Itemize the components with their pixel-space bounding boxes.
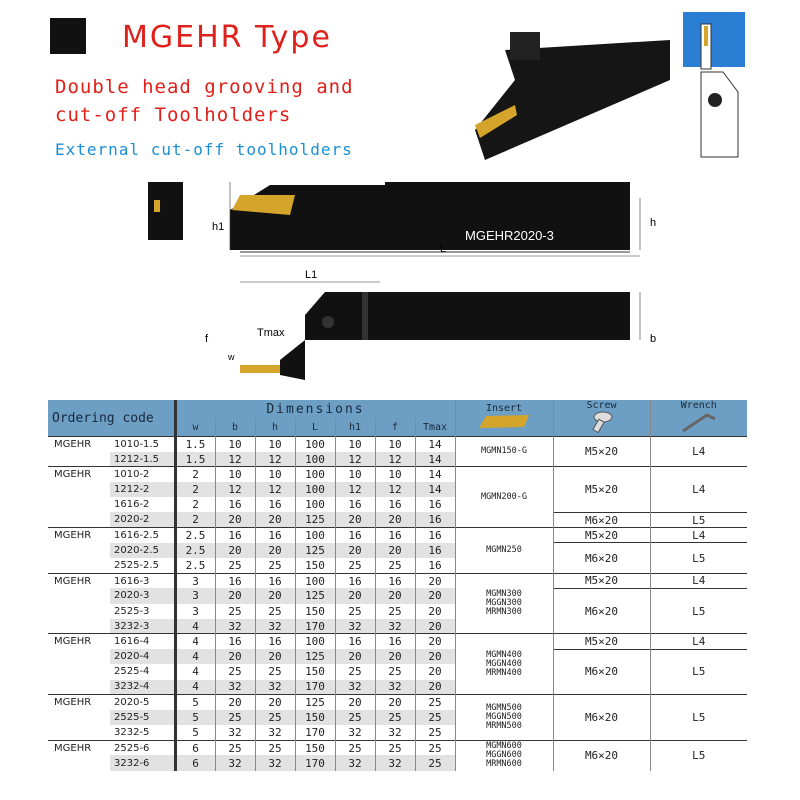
series-cell xyxy=(48,755,110,770)
dimension-cell: 2 xyxy=(175,512,215,527)
dimension-cell: 20 xyxy=(415,649,455,664)
dimension-cell: 16 xyxy=(335,528,375,543)
dimension-cell: 2.5 xyxy=(175,543,215,558)
ordering-code-cell: 1616-2 xyxy=(110,497,175,512)
dimension-cell: 20 xyxy=(335,512,375,527)
dimension-cell: 25 xyxy=(415,755,455,770)
dimension-cell: 32 xyxy=(255,619,295,634)
dimension-cell: 3 xyxy=(175,588,215,603)
dimension-cell: 25 xyxy=(215,604,255,619)
dimension-cell: 170 xyxy=(295,755,335,770)
dimension-cell: 25 xyxy=(415,740,455,755)
table-row xyxy=(48,649,747,664)
wrench-cell: L4 xyxy=(650,634,747,649)
header-col-h: h xyxy=(255,418,295,436)
dimension-cell: 20 xyxy=(415,588,455,603)
black-square-marker xyxy=(50,18,86,54)
dimension-cell: 125 xyxy=(295,695,335,710)
insert-cell xyxy=(455,437,553,467)
dimension-cell: 4 xyxy=(175,649,215,664)
ordering-code-cell: 2020-4 xyxy=(110,649,175,664)
dimension-cell: 100 xyxy=(295,482,335,497)
dimension-cell: 16 xyxy=(375,528,415,543)
dimension-cell: 20 xyxy=(375,543,415,558)
insert-name: MGMN300 xyxy=(486,589,522,600)
hex-wrench-icon xyxy=(679,411,719,433)
dimension-cell: 20 xyxy=(335,588,375,603)
header-dimensions: Dimensions xyxy=(175,400,455,418)
dimension-cell: 10 xyxy=(335,437,375,452)
series-cell: MGEHR xyxy=(48,437,110,452)
dimension-cell: 16 xyxy=(415,512,455,527)
insert-name: MGMN400 xyxy=(486,649,522,660)
screw-cell: M5×20 xyxy=(553,467,650,513)
ordering-code-cell: 3232-3 xyxy=(110,619,175,634)
dimension-cell: 32 xyxy=(255,725,295,740)
insert-name: MRMN600 xyxy=(486,759,522,770)
dimension-cell: 16 xyxy=(255,528,295,543)
series-cell: MGEHR xyxy=(48,573,110,588)
insert-name: MGGN300 xyxy=(486,598,522,609)
dimension-cell: 32 xyxy=(255,680,295,695)
toolholder-photo xyxy=(455,10,675,170)
dimension-cell: 16 xyxy=(415,528,455,543)
dimension-cell: 16 xyxy=(255,573,295,588)
dimension-cell: 32 xyxy=(215,619,255,634)
wrench-cell: L4 xyxy=(650,437,747,467)
series-cell xyxy=(48,725,110,740)
wrench-cell: L4 xyxy=(650,528,747,543)
dimension-cell: 5 xyxy=(175,695,215,710)
screw-cell: M6×20 xyxy=(553,543,650,573)
dim-w: w xyxy=(228,352,235,362)
ordering-code-cell: 1616-2.5 xyxy=(110,528,175,543)
dimension-cell: 32 xyxy=(335,755,375,770)
screw-cell: M5×20 xyxy=(553,528,650,543)
screw-icon xyxy=(587,411,617,433)
dimension-cell: 150 xyxy=(295,604,335,619)
insert-name: MGMN200-G xyxy=(480,491,528,502)
dimension-cell: 2.5 xyxy=(175,528,215,543)
table-row xyxy=(48,573,747,588)
dimension-cell: 100 xyxy=(295,452,335,467)
table-row xyxy=(48,467,747,482)
insert-cell xyxy=(455,573,553,634)
dimension-cell: 25 xyxy=(335,740,375,755)
dimension-cell: 20 xyxy=(215,695,255,710)
dimension-cell: 100 xyxy=(295,467,335,482)
ordering-code-cell: 1010-1.5 xyxy=(110,437,175,452)
series-cell: MGEHR xyxy=(48,528,110,543)
header-screw-label: Screw xyxy=(586,400,617,411)
header-screw xyxy=(553,400,650,437)
ordering-code-cell: 2525-2.5 xyxy=(110,558,175,573)
insert-cell xyxy=(455,695,553,741)
table-row xyxy=(48,543,747,558)
dimension-cell: 12 xyxy=(255,482,295,497)
dimension-cell: 20 xyxy=(335,649,375,664)
ordering-code-cell: 2020-3 xyxy=(110,588,175,603)
series-cell xyxy=(48,482,110,497)
screw-cell: M5×20 xyxy=(553,573,650,588)
dimension-cell: 150 xyxy=(295,558,335,573)
series-cell: MGEHR xyxy=(48,695,110,710)
dimension-cell: 25 xyxy=(335,558,375,573)
dimension-cell: 125 xyxy=(295,543,335,558)
dimension-cell: 4 xyxy=(175,664,215,679)
dimension-cell: 100 xyxy=(295,634,335,649)
header-col-tmax: Tmax xyxy=(415,418,455,436)
dimension-cell: 25 xyxy=(255,604,295,619)
dimension-cell: 14 xyxy=(415,452,455,467)
ordering-code-cell: 3232-6 xyxy=(110,755,175,770)
dimension-cell: 20 xyxy=(375,695,415,710)
dimension-cell: 12 xyxy=(375,482,415,497)
screw-cell: M6×20 xyxy=(553,740,650,770)
header-col-l: L xyxy=(295,418,335,436)
dimension-cell: 25 xyxy=(215,664,255,679)
ordering-code-cell: 2525-6 xyxy=(110,740,175,755)
header-col-b: b xyxy=(215,418,255,436)
dimension-cell: 10 xyxy=(375,467,415,482)
ordering-code-cell: 2525-5 xyxy=(110,710,175,725)
dimension-cell: 5 xyxy=(175,710,215,725)
dimension-cell: 25 xyxy=(375,604,415,619)
dimension-cell: 10 xyxy=(215,467,255,482)
dimension-cell: 150 xyxy=(295,740,335,755)
ordering-code-cell: 2525-4 xyxy=(110,664,175,679)
insert-cell xyxy=(455,528,553,574)
ordering-code-cell: 1616-4 xyxy=(110,634,175,649)
insert-name: MGMN150-G xyxy=(480,446,528,457)
dimension-cell: 6 xyxy=(175,740,215,755)
dimension-cell: 150 xyxy=(295,710,335,725)
dimension-cell: 25 xyxy=(335,710,375,725)
series-cell xyxy=(48,543,110,558)
dimension-cell: 25 xyxy=(375,664,415,679)
dimension-cell: 16 xyxy=(215,497,255,512)
insert-name: MRMN400 xyxy=(486,667,522,678)
dimension-cell: 14 xyxy=(415,437,455,452)
wrench-cell: L5 xyxy=(650,512,747,527)
dim-Tmax: Tmax xyxy=(257,327,285,339)
table-row xyxy=(48,512,747,527)
dimension-cell: 16 xyxy=(335,573,375,588)
dimension-cell: 20 xyxy=(375,512,415,527)
subtitle-line1: Double head grooving and xyxy=(55,76,354,98)
dimension-cell: 125 xyxy=(295,512,335,527)
insert-name: MGGN500 xyxy=(486,711,522,722)
dimension-cell: 20 xyxy=(255,512,295,527)
dimension-cell: 25 xyxy=(375,558,415,573)
series-cell xyxy=(48,664,110,679)
dimension-cell: 10 xyxy=(335,467,375,482)
table-row xyxy=(48,634,747,649)
insert-name: MGMN250 xyxy=(486,544,522,555)
insert-icon xyxy=(474,413,534,431)
dimension-cell: 16 xyxy=(375,573,415,588)
dimension-cell: 125 xyxy=(295,588,335,603)
ordering-code-cell: 3232-4 xyxy=(110,680,175,695)
dimension-cell: 10 xyxy=(255,437,295,452)
header-ordering-code: Ordering code xyxy=(48,400,175,437)
dimension-cell: 20 xyxy=(415,634,455,649)
dimension-cell: 100 xyxy=(295,437,335,452)
dimension-cell: 16 xyxy=(415,558,455,573)
dimension-cell: 12 xyxy=(255,452,295,467)
dimension-cell: 170 xyxy=(295,680,335,695)
dimension-cell: 170 xyxy=(295,619,335,634)
dimension-cell: 2.5 xyxy=(175,558,215,573)
dim-h1: h1 xyxy=(212,221,225,233)
ordering-code-cell: 1212-1.5 xyxy=(110,452,175,467)
dimension-cell: 25 xyxy=(415,710,455,725)
dimension-cell: 1.5 xyxy=(175,452,215,467)
series-cell xyxy=(48,512,110,527)
dimension-cell: 125 xyxy=(295,649,335,664)
header-insert-label: Insert xyxy=(485,402,523,414)
dimension-cell: 32 xyxy=(335,619,375,634)
dimension-cell: 25 xyxy=(255,740,295,755)
table-row xyxy=(48,528,747,543)
table-row xyxy=(48,588,747,603)
screw-cell: M6×20 xyxy=(553,512,650,527)
table-row xyxy=(48,437,747,452)
dimension-cell: 32 xyxy=(375,680,415,695)
series-cell: MGEHR xyxy=(48,467,110,482)
insert-name: MGMN500 xyxy=(486,702,522,713)
dimension-cell: 16 xyxy=(415,543,455,558)
subtitle-external: External cut-off toolholders xyxy=(55,140,353,159)
spec-table xyxy=(48,400,747,771)
insert-name: MRMN300 xyxy=(486,607,522,618)
series-cell: MGEHR xyxy=(48,634,110,649)
wrench-cell: L4 xyxy=(650,467,747,513)
ordering-code-cell: 1010-2 xyxy=(110,467,175,482)
series-cell xyxy=(48,588,110,603)
ordering-code-cell: 2020-2.5 xyxy=(110,543,175,558)
dimension-cell: 25 xyxy=(215,740,255,755)
dimension-cell: 3 xyxy=(175,573,215,588)
ordering-code-cell: 2020-5 xyxy=(110,695,175,710)
ordering-code-cell: 3232-5 xyxy=(110,725,175,740)
dimension-cell: 25 xyxy=(215,558,255,573)
dimension-cell: 2 xyxy=(175,467,215,482)
dimension-cell: 14 xyxy=(415,467,455,482)
insert-name: MGGN400 xyxy=(486,658,522,669)
dimension-cell: 32 xyxy=(215,725,255,740)
technical-drawing xyxy=(140,170,680,390)
dimension-cell: 20 xyxy=(255,588,295,603)
dimension-cell: 170 xyxy=(295,725,335,740)
dimension-cell: 12 xyxy=(335,452,375,467)
dimension-cell: 16 xyxy=(215,634,255,649)
screw-cell: M5×20 xyxy=(553,634,650,649)
model-label: MGEHR2020-3 xyxy=(465,228,554,243)
dim-h: h xyxy=(650,217,657,229)
dimension-cell: 20 xyxy=(215,543,255,558)
dimension-cell: 16 xyxy=(255,497,295,512)
insert-cell xyxy=(455,740,553,770)
series-cell xyxy=(48,619,110,634)
table-row xyxy=(48,695,747,710)
wrench-cell: L4 xyxy=(650,573,747,588)
dimension-cell: 25 xyxy=(375,710,415,725)
dimension-cell: 2 xyxy=(175,497,215,512)
dimension-cell: 20 xyxy=(415,619,455,634)
ordering-code-cell: 2020-2 xyxy=(110,512,175,527)
header-col-f: f xyxy=(375,418,415,436)
schematic-icon xyxy=(683,12,748,160)
dimension-cell: 32 xyxy=(255,755,295,770)
screw-cell: M6×20 xyxy=(553,695,650,741)
wrench-cell: L5 xyxy=(650,588,747,634)
dimension-cell: 20 xyxy=(375,588,415,603)
dimension-cell: 100 xyxy=(295,573,335,588)
dimension-cell: 20 xyxy=(255,649,295,664)
wrench-cell: L5 xyxy=(650,695,747,741)
series-cell xyxy=(48,604,110,619)
dimension-cell: 14 xyxy=(415,482,455,497)
dimension-cell: 6 xyxy=(175,755,215,770)
dim-b: b xyxy=(650,333,657,345)
dimension-cell: 16 xyxy=(215,528,255,543)
dimension-cell: 10 xyxy=(215,437,255,452)
header-wrench xyxy=(650,400,747,437)
dimension-cell: 20 xyxy=(415,680,455,695)
dimension-cell: 3 xyxy=(175,604,215,619)
insert-cell xyxy=(455,467,553,528)
insert-name: MRMN500 xyxy=(486,720,522,731)
dimension-cell: 16 xyxy=(335,497,375,512)
screw-cell: M6×20 xyxy=(553,649,650,695)
dimension-cell: 16 xyxy=(375,497,415,512)
dimension-cell: 20 xyxy=(415,664,455,679)
header-col-h1: h1 xyxy=(335,418,375,436)
dimension-cell: 32 xyxy=(375,755,415,770)
dimension-cell: 1.5 xyxy=(175,437,215,452)
dimension-cell: 25 xyxy=(415,695,455,710)
dimension-cell: 16 xyxy=(375,634,415,649)
insert-name: MGMN600 xyxy=(486,741,522,752)
dimension-cell: 20 xyxy=(215,649,255,664)
series-cell: MGEHR xyxy=(48,740,110,755)
series-cell xyxy=(48,452,110,467)
page-title: MGEHR Type xyxy=(122,20,332,55)
dimension-cell: 4 xyxy=(175,680,215,695)
dimension-cell: 2 xyxy=(175,482,215,497)
dimension-cell: 150 xyxy=(295,664,335,679)
dimension-cell: 32 xyxy=(335,725,375,740)
wrench-cell: L5 xyxy=(650,740,747,770)
insert-cell xyxy=(455,634,553,695)
dimension-cell: 10 xyxy=(375,437,415,452)
dimension-cell: 4 xyxy=(175,619,215,634)
dimension-cell: 100 xyxy=(295,528,335,543)
wrench-cell: L5 xyxy=(650,649,747,695)
dimension-cell: 20 xyxy=(335,543,375,558)
dimension-cell: 16 xyxy=(255,634,295,649)
series-cell xyxy=(48,497,110,512)
header-col-w: w xyxy=(175,418,215,436)
dimension-cell: 32 xyxy=(375,725,415,740)
dimension-cell: 16 xyxy=(415,497,455,512)
dimension-cell: 12 xyxy=(335,482,375,497)
ordering-code-cell: 1212-2 xyxy=(110,482,175,497)
dimension-cell: 16 xyxy=(215,573,255,588)
dimension-cell: 12 xyxy=(375,452,415,467)
dimension-cell: 12 xyxy=(215,482,255,497)
dimension-cell: 20 xyxy=(215,588,255,603)
screw-cell: M6×20 xyxy=(553,588,650,634)
header-wrench-label: Wrench xyxy=(680,400,717,411)
dimension-cell: 25 xyxy=(255,664,295,679)
dimension-cell: 20 xyxy=(255,695,295,710)
dimension-cell: 25 xyxy=(255,558,295,573)
dimension-cell: 20 xyxy=(375,649,415,664)
dim-L1: L1 xyxy=(305,269,318,281)
dimension-cell: 25 xyxy=(255,710,295,725)
dimension-cell: 16 xyxy=(335,634,375,649)
dimension-cell: 20 xyxy=(255,543,295,558)
dimension-cell: 25 xyxy=(335,664,375,679)
dimension-cell: 25 xyxy=(215,710,255,725)
series-cell xyxy=(48,558,110,573)
dimension-cell: 5 xyxy=(175,725,215,740)
series-cell xyxy=(48,710,110,725)
subtitle-line2: cut-off Toolholders xyxy=(55,104,292,126)
dimension-cell: 10 xyxy=(255,467,295,482)
series-cell xyxy=(48,680,110,695)
dimension-cell: 20 xyxy=(335,695,375,710)
dimension-cell: 20 xyxy=(415,604,455,619)
dim-f: f xyxy=(205,333,209,345)
wrench-cell: L5 xyxy=(650,543,747,573)
dimension-cell: 32 xyxy=(215,680,255,695)
dimension-cell: 20 xyxy=(215,512,255,527)
dim-L: L xyxy=(440,243,447,255)
dimension-cell: 32 xyxy=(375,619,415,634)
screw-cell: M5×20 xyxy=(553,437,650,467)
dimension-cell: 25 xyxy=(335,604,375,619)
header-insert xyxy=(455,400,553,437)
dimension-cell: 4 xyxy=(175,634,215,649)
dimension-cell: 20 xyxy=(415,573,455,588)
dimension-cell: 100 xyxy=(295,497,335,512)
ordering-code-cell: 2525-3 xyxy=(110,604,175,619)
insert-name: MGGN600 xyxy=(486,750,522,761)
ordering-code-cell: 1616-3 xyxy=(110,573,175,588)
dimension-cell: 25 xyxy=(415,725,455,740)
dimension-cell: 12 xyxy=(215,452,255,467)
dimension-cell: 25 xyxy=(375,740,415,755)
table-row xyxy=(48,740,747,755)
dimension-cell: 32 xyxy=(215,755,255,770)
dimension-cell: 32 xyxy=(335,680,375,695)
series-cell xyxy=(48,649,110,664)
